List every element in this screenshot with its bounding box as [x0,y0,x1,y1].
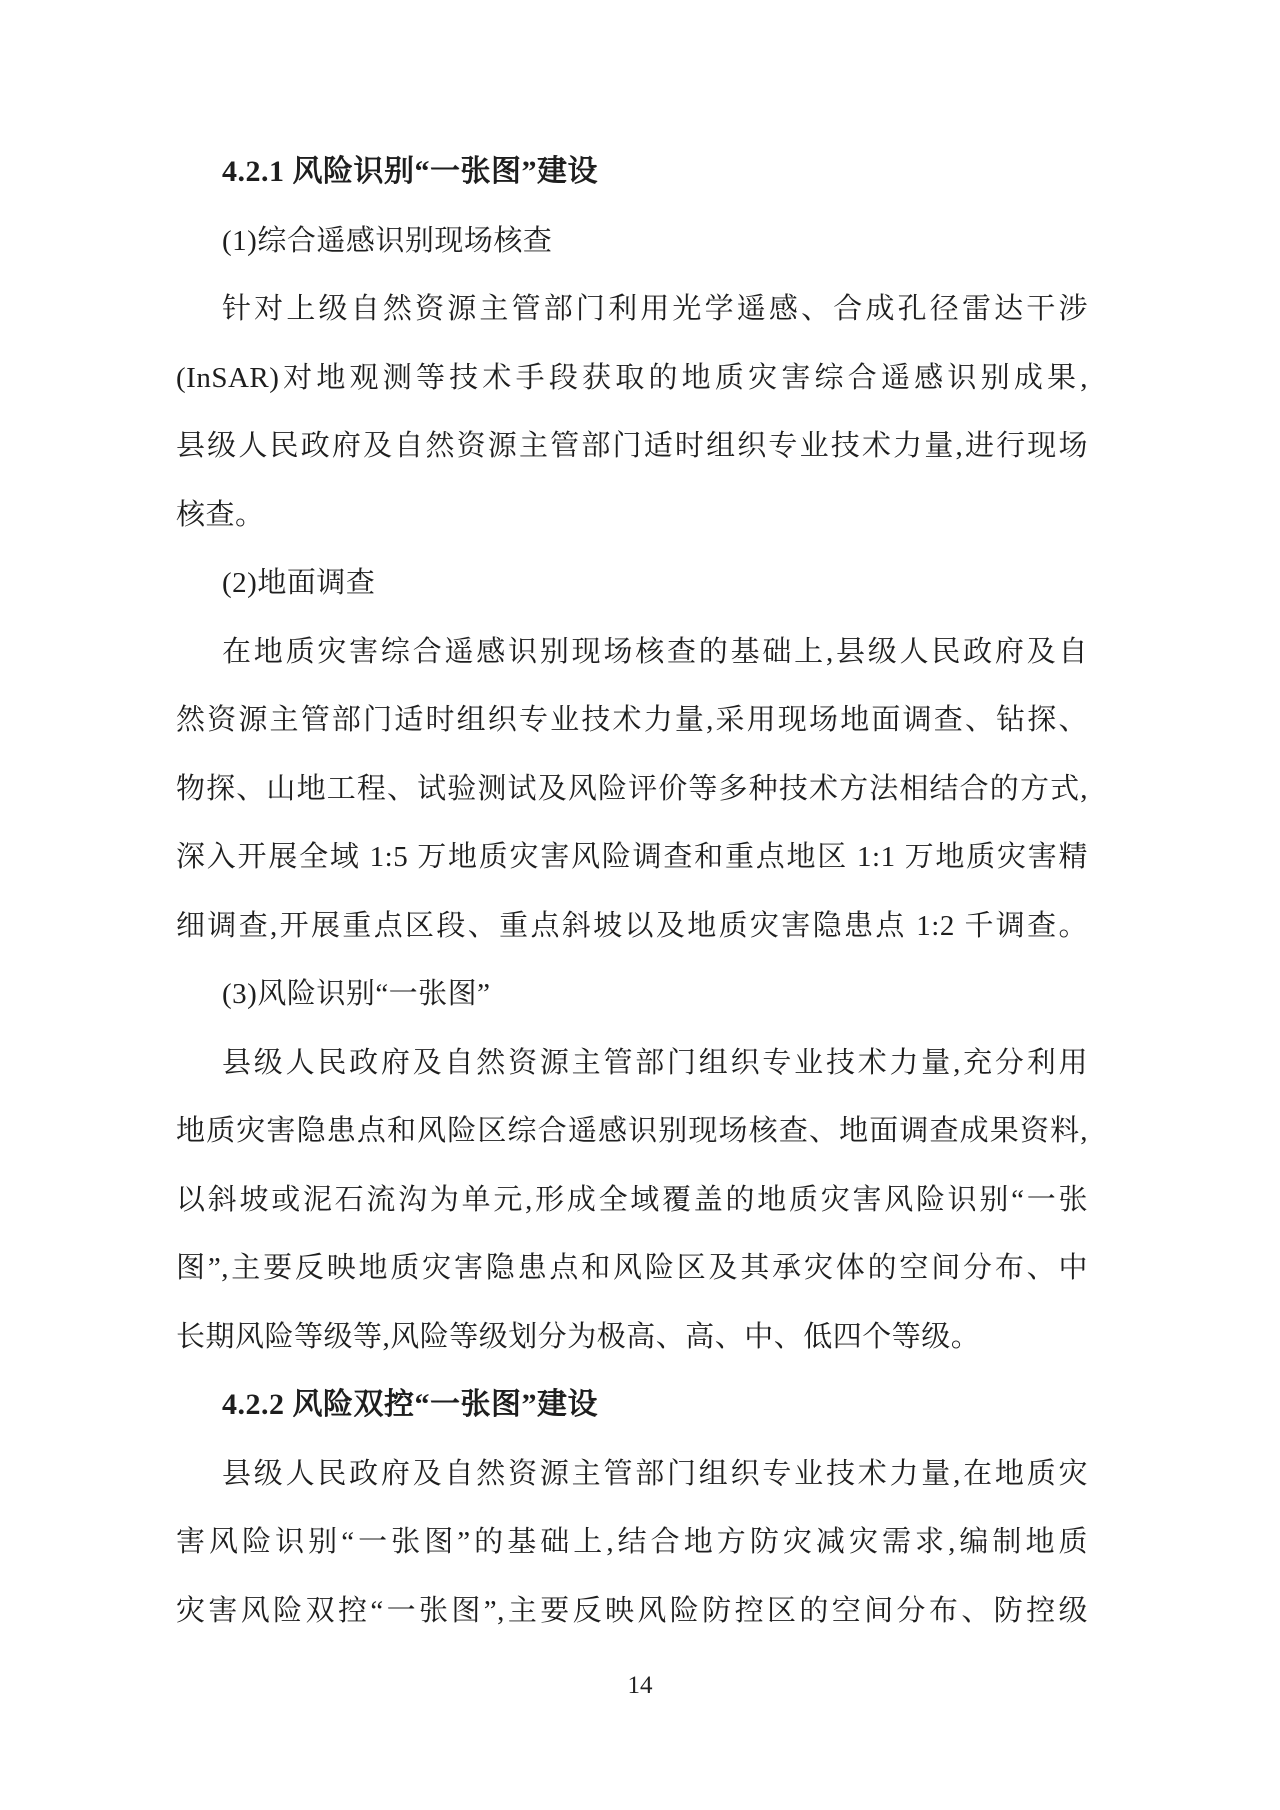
heading-4-2-2: 4.2.2 风险双控“一张图”建设 [222,1388,598,1421]
paragraph-3-line: 长期风险等级等,风险等级划分为极高、高、中、低四个等级。 [176,1320,981,1353]
paragraph-2-line: 然资源主管部门适时组织专业技术力量,采用现场地面调查、钻探、 [176,704,1088,736]
document-body [176,138,1088,1645]
paragraph-1-line: 针对上级自然资源主管部门利用光学遥感、合成孔径雷达干涉 [222,293,1088,325]
paragraph-1-line: 核查。 [176,498,265,531]
list-item-1: (1)综合遥感识别现场核查 [222,224,553,257]
paragraph-2-line: 深入开展全域 1:5 万地质灾害风险调查和重点地区 1:1 万地质灾害精 [176,841,1088,873]
paragraph-3-line: 地质灾害隐患点和风险区综合遥感识别现场核查、地面调查成果资料, [176,1115,1088,1147]
paragraph-1-line: 县级人民政府及自然资源主管部门适时组织专业技术力量,进行现场 [176,430,1088,462]
paragraph-4-line: 灾害风险双控“一张图”,主要反映风险防控区的空间分布、防控级 [176,1594,1088,1627]
paragraph-1-line: (InSAR)对地观测等技术手段获取的地质灾害综合遥感识别成果, [176,361,1088,394]
paragraph-3-line: 以斜坡或泥石流沟为单元,形成全域覆盖的地质灾害风险识别“一张 [176,1183,1088,1216]
paragraph-4-line: 害风险识别“一张图”的基础上,结合地方防灾减灾需求,编制地质 [176,1526,1088,1558]
page-number: 14 [627,1672,653,1699]
list-item-3: (3)风险识别“一张图” [222,978,491,1010]
paragraph-4-line: 县级人民政府及自然资源主管部门组织专业技术力量,在地质灾 [222,1457,1088,1490]
list-item-2: (2)地面调查 [222,567,376,599]
paragraph-2-line: 物探、山地工程、试验测试及风险评价等多种技术方法相结合的方式, [176,772,1088,805]
paragraph-2-line: 在地质灾害综合遥感识别现场核查的基础上,县级人民政府及自 [222,635,1088,668]
paragraph-2-line: 细调查,开展重点区段、重点斜坡以及地质灾害隐患点 1:2 千调查。 [176,909,1088,942]
paragraph-3-line: 图”,主要反映地质灾害隐患点和风险区及其承灾体的空间分布、中 [176,1252,1088,1284]
heading-4-2-1: 4.2.1 风险识别“一张图”建设 [222,155,598,188]
paragraph-3-line: 县级人民政府及自然资源主管部门组织专业技术力量,充分利用 [222,1046,1088,1079]
